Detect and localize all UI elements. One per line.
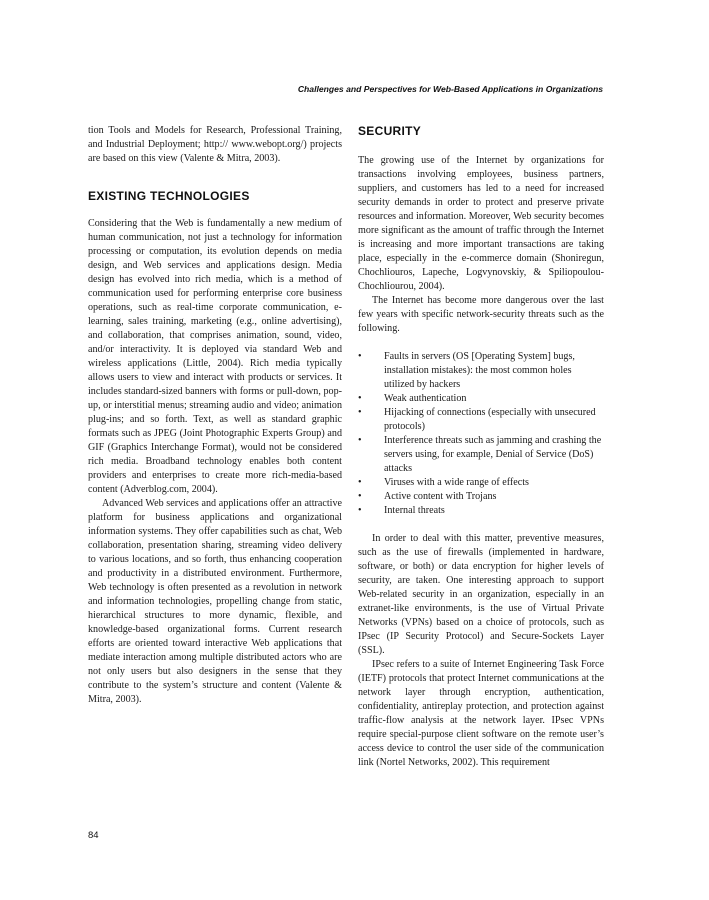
bullet-icon: •	[358, 477, 362, 488]
list-item: • Viruses with a wide range of effects	[358, 477, 529, 488]
left-column	[88, 124, 342, 707]
body-paragraph: Considering that the Web is fundamentally a new medium of human communication, not just a technology for information processing or computation, its evolution depends on media design, and Web services and applications design. Media design has evolved into rich media, which is a method of communication used for performing enterprise core business operations, such as real-time corporate communication, e-learning, sales training, marketing (e.g., online advertising), and collaboration, that comprises animation, sound, video, and/or interactivity. It is deployed via standard Web and wireless applications (Little, 2004). Rich media typically allows users to view and interact with products or services. It includes standard-sized banners with forms or pull-down, pop-up, or interstitial menus; streaming audio and video; animation plug-ins; and so forth. Text, as well as standard graphic formats such as JPEG (Joint Photographic Experts Group) and GIF (Graphics Interchange Format), would not be considered rich media. Broadband technology enables both content providers and enterprises to create more rich-media-based content (Adverblog.com, 2004).	[88, 218, 342, 495]
existing-technologies-heading: EXISTING TECHNOLOGIES	[88, 189, 250, 203]
list-item: • Faults in servers (OS [Operating System] bugs, installation mistakes): the most common holes utilized by hackers	[358, 351, 575, 390]
page-number: 84	[88, 830, 99, 841]
bullet-icon: •	[358, 393, 362, 404]
body-paragraph: The growing use of the Internet by organizations for transactions involving employees, business partners, suppliers, and customers has led to a need for increased security demands in order to protect and preserve private resources and information. Moreover, Web security becomes more significant as the amount of traffic through the Internet is increasing and more important transactions are taking place, especially in the e-commerce domain (Shoniregun, Chochliouros, Lapeche, Logvynovskiy, & Spiliopoulou-Chochliourou, 2004).	[358, 155, 604, 292]
threat-list	[358, 350, 604, 518]
list-item: • Internal threats	[358, 505, 445, 516]
bullet-icon: •	[358, 351, 362, 362]
body-paragraph: IPsec refers to a suite of Internet Engineering Task Force (IETF) protocols that protect Internet communications at the network layer through encryption, authentication, confidentiality, antireplay protection, and protection against traffic-flow analysis at the network layer. IPsec VPNs require special-purpose client software on the remote user’s access device to control the user side of the communication link (Nortel Networks, 2002). This requirement	[358, 659, 604, 768]
bullet-icon: •	[358, 435, 362, 446]
list-item: • Weak authentication	[358, 393, 467, 404]
bullet-icon: •	[358, 491, 362, 502]
intro-paragraph: tion Tools and Models for Research, Professional Training, and Industrial Deployment; http:// www.webopt.org/) projects are based on this view (Valente & Mitra, 2003).	[88, 125, 342, 164]
list-item: • Interference threats such as jamming and crashing the servers using, for example, Denial of Service (DoS) attacks	[358, 435, 602, 474]
running-head: Challenges and Perspectives for Web-Based Applications in Organizations	[297, 84, 603, 94]
body-paragraph: In order to deal with this matter, preventive measures, such as the use of firewalls (implemented in hardware, software, or both) or data encryption for higher levels of security, are taken. One interesting approach to support Web-related security in an organization, especially in an extranet-like environments, is the use of Virtual Private Networks (VPNs) based on a choice of protocols, such as IPsec (IP Security Protocol) and Secure-Sockets Layer (SSL).	[358, 533, 604, 656]
list-item: • Hijacking of connections (especially with unsecured protocols)	[358, 407, 596, 432]
right-column	[358, 124, 604, 770]
body-paragraph: Advanced Web services and applications offer an attractive platform for business applications and organizational information systems. They offer capabilities such as chat, Web collaboration, presentation sharing, streaming video delivery to various locations, and so forth, thus enhancing cooperation and productivity in a distributed environment. Furthermore, Web technology is often presented as a revolution in network and information technologies, propelling change from static, hierarchical structures to more dynamic, flexible, and knowledge-based organizational forms. Current research efforts are oriented toward interactive Web applications that mediate interaction among multiple distributed actors who are not only users but also designers in the sense that they contribute to the system’s structure and content (Valente & Mitra, 2003).	[88, 498, 342, 705]
bullet-icon: •	[358, 505, 362, 516]
list-item: • Active content with Trojans	[358, 491, 497, 502]
body-paragraph: The Internet has become more dangerous over the last few years with specific network-security threats such as the following.	[358, 295, 604, 334]
bullet-icon: •	[358, 407, 362, 418]
security-heading: SECURITY	[358, 124, 422, 138]
